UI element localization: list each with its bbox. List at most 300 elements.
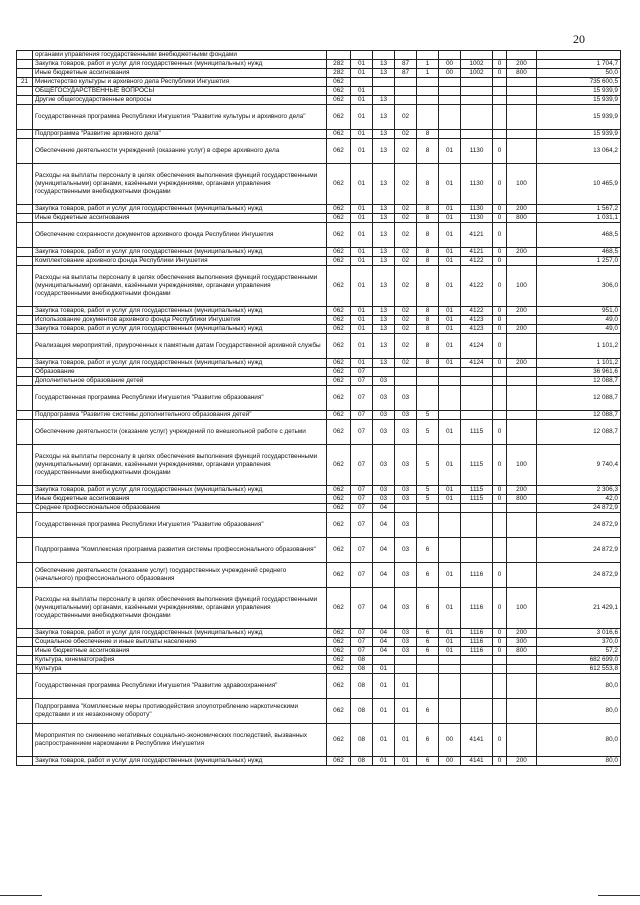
subprogram-code [417,368,439,377]
program-code [395,78,417,87]
crop-mark-left [0,895,42,896]
item-name: Иные бюджетные ассигнования [33,495,327,504]
direction-code: 4123 [461,316,493,325]
subsection-code: 03 [373,420,395,445]
subprogram-code [417,513,439,538]
amount: 15 939,9 [537,105,621,130]
direction-code: 1115 [461,495,493,504]
table-body [17,51,621,766]
expense-type-code [507,563,537,588]
subprogram-code: 6 [417,724,439,757]
direction-code [461,538,493,563]
program-code: 03 [395,638,417,647]
direction-sub-code [493,504,507,513]
section-code: 01 [351,164,373,205]
table-row [17,638,621,647]
event-code [439,51,461,60]
table-row [17,316,621,325]
item-name: Подпрограмма "Развитие системы дополнительного образования детей" [33,411,327,420]
amount: 15 939,9 [537,96,621,105]
item-name: Иные бюджетные ассигнования [33,647,327,656]
section-code: 07 [351,445,373,486]
amount: 21 429,1 [537,588,621,629]
event-code: 01 [439,334,461,359]
expense-type-code: 300 [507,638,537,647]
event-code: 01 [439,248,461,257]
program-code: 02 [395,205,417,214]
direction-sub-code: 0 [493,629,507,638]
subsection-code: 03 [373,411,395,420]
admin-code: 062 [327,647,351,656]
subsection-code: 13 [373,96,395,105]
section-code: 07 [351,411,373,420]
direction-sub-code: 0 [493,334,507,359]
table-row [17,266,621,307]
program-code [395,377,417,386]
direction-sub-code [493,368,507,377]
admin-code: 062 [327,504,351,513]
item-name: Обеспечение деятельности (оказание услуг) государственных учреждений среднего (начального) профессионального образования [33,563,327,588]
amount: 682 699,0 [537,656,621,665]
direction-code [461,368,493,377]
program-code: 02 [395,266,417,307]
direction-sub-code: 0 [493,588,507,629]
row-number [17,486,33,495]
subprogram-code: 1 [417,69,439,78]
table-row [17,96,621,105]
program-code: 02 [395,257,417,266]
amount: 12 088,7 [537,420,621,445]
item-name: Закупка товаров, работ и услуг для государственных (муниципальных) нужд [33,205,327,214]
direction-sub-code [493,699,507,724]
subsection-code: 01 [373,724,395,757]
subsection-code: 13 [373,307,395,316]
expense-type-code: 100 [507,164,537,205]
event-code: 00 [439,69,461,78]
section-code: 01 [351,248,373,257]
admin-code: 062 [327,257,351,266]
section-code: 01 [351,359,373,368]
table-row [17,60,621,69]
table-row [17,105,621,130]
direction-code: 1116 [461,563,493,588]
event-code: 00 [439,724,461,757]
subsection-code: 04 [373,504,395,513]
direction-sub-code: 0 [493,266,507,307]
admin-code: 062 [327,563,351,588]
admin-code: 062 [327,130,351,139]
subprogram-code: 6 [417,563,439,588]
event-code: 01 [439,214,461,223]
row-number [17,386,33,411]
amount: 10 465,9 [537,164,621,205]
row-number [17,139,33,164]
direction-sub-code: 0 [493,307,507,316]
section-code: 08 [351,674,373,699]
program-code: 02 [395,316,417,325]
row-number: 21 [17,78,33,87]
amount: 3 016,6 [537,629,621,638]
amount: 15 939,9 [537,87,621,96]
expense-type-code [507,78,537,87]
subsection-code: 01 [373,674,395,699]
row-number [17,325,33,334]
program-code: 87 [395,60,417,69]
program-code [395,665,417,674]
direction-sub-code: 0 [493,724,507,757]
section-code: 08 [351,699,373,724]
item-name: Закупка товаров, работ и услуг для государственных (муниципальных) нужд [33,325,327,334]
item-name: Социальное обеспечение и иные выплаты населению [33,638,327,647]
admin-code: 062 [327,656,351,665]
admin-code: 062 [327,674,351,699]
table-row [17,223,621,248]
section-code: 01 [351,214,373,223]
event-code: 01 [439,307,461,316]
amount: 12 088,7 [537,386,621,411]
direction-code: 1002 [461,60,493,69]
event-code [439,105,461,130]
admin-code: 062 [327,214,351,223]
row-number [17,420,33,445]
subprogram-code: 8 [417,223,439,248]
event-code [439,665,461,674]
expense-type-code: 800 [507,647,537,656]
section-code [351,78,373,87]
row-number [17,495,33,504]
direction-sub-code [493,411,507,420]
direction-code [461,513,493,538]
item-name: Обеспечение деятельности (оказание услуг) учреждений по внешкольной работе с детьми [33,420,327,445]
direction-code: 1115 [461,420,493,445]
admin-code: 062 [327,486,351,495]
section-code: 07 [351,629,373,638]
subsection-code [373,656,395,665]
program-code: 01 [395,699,417,724]
row-number [17,504,33,513]
program-code: 02 [395,214,417,223]
row-number [17,377,33,386]
subsection-code: 13 [373,205,395,214]
amount: 24 872,9 [537,504,621,513]
subprogram-code [417,105,439,130]
expense-type-code [507,513,537,538]
table-row [17,248,621,257]
program-code [395,87,417,96]
direction-sub-code: 0 [493,164,507,205]
program-code: 02 [395,307,417,316]
subsection-code: 04 [373,538,395,563]
event-code: 01 [439,325,461,334]
direction-sub-code: 0 [493,486,507,495]
program-code: 87 [395,69,417,78]
expense-type-code [507,223,537,248]
row-number [17,563,33,588]
amount: 1 101,2 [537,359,621,368]
expense-type-code [507,538,537,563]
row-number [17,105,33,130]
expense-type-code [507,257,537,266]
subsection-code: 13 [373,359,395,368]
direction-code: 4141 [461,724,493,757]
subprogram-code: 8 [417,139,439,164]
admin-code: 062 [327,78,351,87]
program-code: 03 [395,588,417,629]
subprogram-code: 6 [417,588,439,629]
item-name: Использование документов архивного фонда Республики Ингушетия [33,316,327,325]
section-code: 07 [351,588,373,629]
admin-code: 062 [327,223,351,248]
subprogram-code [417,96,439,105]
admin-code: 062 [327,248,351,257]
event-code [439,377,461,386]
subprogram-code [417,78,439,87]
item-name: Обеспечение деятельности учреждений (оказание услуг) в сфере архивного дела [33,139,327,164]
admin-code: 062 [327,359,351,368]
crop-mark-right [598,895,640,896]
item-name: ОБЩЕГОСУДАРСТВЕННЫЕ ВОПРОСЫ [33,87,327,96]
program-code: 03 [395,411,417,420]
table-row [17,334,621,359]
direction-code: 1115 [461,445,493,486]
table-row [17,51,621,60]
amount: 735 600,5 [537,78,621,87]
table-row [17,87,621,96]
direction-code: 1130 [461,214,493,223]
amount: 1 704,7 [537,60,621,69]
expense-type-code [507,656,537,665]
row-number [17,130,33,139]
table-row [17,563,621,588]
event-code: 01 [439,445,461,486]
table-row [17,513,621,538]
event-code: 01 [439,647,461,656]
subsection-code: 04 [373,638,395,647]
admin-code: 062 [327,699,351,724]
section-code: 01 [351,325,373,334]
event-code [439,699,461,724]
program-code: 02 [395,105,417,130]
expense-type-code [507,724,537,757]
admin-code: 062 [327,325,351,334]
row-number [17,513,33,538]
direction-code [461,665,493,674]
subprogram-code: 6 [417,647,439,656]
section-code: 07 [351,513,373,538]
row-number [17,223,33,248]
subsection-code: 01 [373,699,395,724]
direction-sub-code: 0 [493,445,507,486]
program-code: 01 [395,674,417,699]
subprogram-code: 8 [417,359,439,368]
row-number [17,96,33,105]
expense-type-code: 800 [507,495,537,504]
table-row [17,495,621,504]
section-code: 07 [351,495,373,504]
table-row [17,647,621,656]
subprogram-code: 8 [417,325,439,334]
subsection-code: 13 [373,164,395,205]
admin-code: 062 [327,87,351,96]
amount: 80,0 [537,757,621,766]
subprogram-code: 8 [417,257,439,266]
admin-code: 062 [327,588,351,629]
row-number [17,51,33,60]
amount: 49,0 [537,316,621,325]
item-name: Государственная программа Республики Ингушетия "Развитие культуры и архивного дела" [33,105,327,130]
admin-code: 062 [327,495,351,504]
admin-code: 062 [327,307,351,316]
admin-code [327,51,351,60]
expense-type-code: 100 [507,445,537,486]
event-code [439,674,461,699]
expense-type-code [507,377,537,386]
expense-type-code [507,411,537,420]
section-code [351,51,373,60]
section-code: 01 [351,257,373,266]
subsection-code: 13 [373,139,395,164]
subsection-code: 04 [373,629,395,638]
direction-sub-code [493,105,507,130]
amount: 42,0 [537,495,621,504]
amount: 1 257,0 [537,257,621,266]
program-code: 02 [395,359,417,368]
event-code: 01 [439,359,461,368]
expense-type-code: 200 [507,60,537,69]
subsection-code: 01 [373,665,395,674]
subsection-code: 13 [373,257,395,266]
table-row [17,69,621,78]
subprogram-code: 8 [417,164,439,205]
subprogram-code: 8 [417,130,439,139]
subprogram-code: 1 [417,60,439,69]
item-name: Закупка товаров, работ и услуг для государственных (муниципальных) нужд [33,307,327,316]
program-code: 02 [395,130,417,139]
expense-type-code [507,699,537,724]
expense-type-code [507,504,537,513]
subsection-code: 03 [373,386,395,411]
item-name: Мероприятия по снижению негативных социально-экономических последствий, вызванных распространением наркомании в Республике Ингушетия [33,724,327,757]
subsection-code [373,368,395,377]
item-name: Государственная программа Республики Ингушетия "Развитие образования" [33,513,327,538]
subprogram-code: 6 [417,538,439,563]
row-number [17,629,33,638]
program-code: 03 [395,420,417,445]
expense-type-code [507,316,537,325]
amount: 24 872,9 [537,538,621,563]
expense-type-code [507,665,537,674]
subprogram-code: 6 [417,638,439,647]
section-code: 01 [351,307,373,316]
direction-sub-code: 0 [493,69,507,78]
subprogram-code: 6 [417,699,439,724]
subsection-code: 13 [373,105,395,130]
table-row [17,139,621,164]
table-row [17,420,621,445]
section-code: 07 [351,486,373,495]
subprogram-code: 8 [417,248,439,257]
section-code: 01 [351,130,373,139]
subsection-code: 03 [373,495,395,504]
event-code: 01 [439,588,461,629]
section-code: 01 [351,334,373,359]
amount: 80,0 [537,724,621,757]
event-code [439,513,461,538]
table-row [17,486,621,495]
admin-code: 062 [327,724,351,757]
admin-code: 282 [327,69,351,78]
direction-code [461,130,493,139]
section-code: 01 [351,205,373,214]
amount: 13 064,2 [537,139,621,164]
direction-code [461,386,493,411]
program-code [395,51,417,60]
event-code: 01 [439,257,461,266]
direction-sub-code: 0 [493,563,507,588]
expense-type-code: 800 [507,214,537,223]
direction-code: 4122 [461,257,493,266]
admin-code: 062 [327,164,351,205]
item-name: Подпрограмма "Комплексная программа развития системы профессионального образования" [33,538,327,563]
subsection-code: 04 [373,563,395,588]
table-row [17,538,621,563]
direction-sub-code [493,386,507,411]
direction-sub-code: 0 [493,495,507,504]
admin-code: 062 [327,205,351,214]
row-number [17,205,33,214]
direction-sub-code: 0 [493,60,507,69]
table-row [17,445,621,486]
program-code: 03 [395,495,417,504]
section-code: 08 [351,656,373,665]
expense-type-code [507,87,537,96]
section-code: 08 [351,757,373,766]
amount: 468,5 [537,248,621,257]
item-name: Иные бюджетные ассигнования [33,69,327,78]
subsection-code: 13 [373,334,395,359]
row-number [17,699,33,724]
direction-code [461,51,493,60]
admin-code: 062 [327,538,351,563]
expense-type-code: 200 [507,629,537,638]
direction-sub-code [493,377,507,386]
direction-sub-code [493,665,507,674]
section-code: 08 [351,665,373,674]
item-name: Подпрограмма "Комплексные меры противодействия злоупотреблению наркотическими средствами и их незаконному обороту" [33,699,327,724]
item-name: Комплектование архивного фонда Республики Ингушетия [33,257,327,266]
direction-sub-code [493,96,507,105]
event-code: 01 [439,629,461,638]
amount: 80,0 [537,674,621,699]
row-number [17,656,33,665]
section-code: 01 [351,105,373,130]
direction-code: 1116 [461,629,493,638]
row-number [17,164,33,205]
amount: 12 088,7 [537,411,621,420]
row-number [17,334,33,359]
event-code: 01 [439,139,461,164]
event-code: 01 [439,638,461,647]
admin-code: 062 [327,420,351,445]
event-code [439,130,461,139]
table-row [17,674,621,699]
subsection-code: 13 [373,223,395,248]
table-row [17,78,621,87]
expense-type-code: 200 [507,486,537,495]
event-code: 01 [439,266,461,307]
row-number [17,724,33,757]
direction-sub-code: 0 [493,223,507,248]
